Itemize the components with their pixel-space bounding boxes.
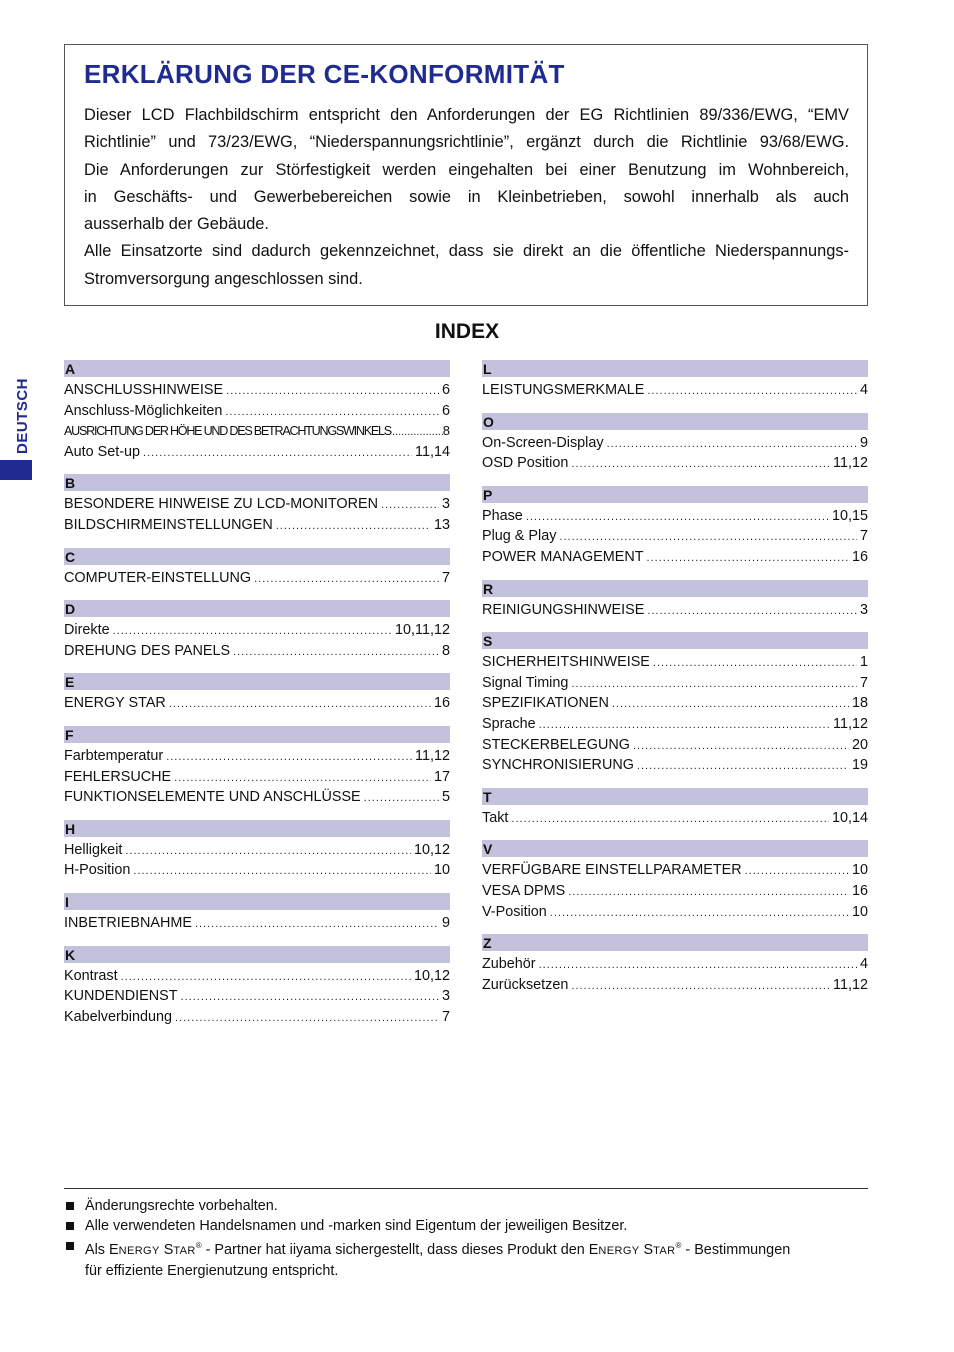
index-entry-term: Direkte [64,622,110,639]
index-entry-term: STECKERBELEGUNG [482,736,630,753]
index-letter-heading: I [64,893,450,910]
index-section-r [482,580,868,621]
index-entry [64,986,450,1007]
index-entry-page: 10,15 [831,507,868,524]
index-entry [482,600,868,621]
dot-leader [745,861,849,881]
dot-leader [653,653,857,673]
index-letter-heading: H [64,820,450,837]
index-section-c [64,548,450,589]
dot-leader [607,434,857,454]
index-entry-page: 7 [859,674,868,691]
index-entry-term: FUNKTIONSELEMENTE UND ANSCHLÜSSE [64,789,361,806]
index-entry [482,954,868,975]
index-entry-page: 6 [441,382,450,398]
index-section-o [482,413,868,474]
index-entry-page: 7 [859,528,868,545]
index-section-l [482,360,868,401]
dot-leader [133,861,431,881]
index-entry-page: 5 [441,789,450,806]
index-entry-page: 6 [441,402,450,419]
index-entry [64,421,450,442]
dot-leader [166,747,412,767]
index-entry [482,547,868,568]
index-entry [482,860,868,881]
dot-leader [571,454,830,474]
index-entry [482,652,868,673]
index-section-k [64,946,450,1028]
index-entry-page: 16 [851,548,868,565]
energy-star-brand: ENERGY STAR® [588,1241,682,1258]
dot-leader [181,987,439,1007]
index-entry [482,902,868,923]
index-entry-page: 3 [859,601,868,618]
index-entry-term: VERFÜGBARE EINSTELLPARAMETER [482,862,742,879]
footer-note-text: Änderungsrechte vorbehalten. [85,1198,278,1214]
index-entry-page: 7 [441,1008,450,1025]
index-entry-term: Plug & Play [482,528,557,545]
index-entry-page: 18 [851,695,868,712]
ce-text-line: Alle Einsatzorte sind dadurch gekennzeichnet, dass sie direkt an die öffentliche Niederspannungs- [84,242,849,261]
index-section-b [64,474,450,535]
dot-leader [647,601,857,621]
dot-leader [254,569,439,589]
index-entry-term: POWER MANAGEMENT [482,548,644,565]
dot-leader [125,841,411,861]
index-entry-term: Signal Timing [482,674,569,691]
index-section-i [64,893,450,934]
index-entry-page: 10,12 [413,841,450,858]
index-entry-term: Kontrast [64,967,118,984]
index-section-h [64,820,450,881]
index-entry-term: On-Screen-Display [482,434,604,451]
dot-leader [276,516,431,536]
index-entry [64,693,450,714]
index-entry [64,380,450,401]
index-entry-term: Auto Set-up [64,443,141,460]
index-entry-term: Sprache [482,715,536,732]
index-entry [64,787,450,808]
index-entry [482,735,868,756]
index-entry-term: Zurücksetzen [482,976,569,993]
index-entry [482,881,868,902]
index-entry-term: REINIGUNGSHINWEISE [482,601,645,618]
index-letter-heading: S [482,632,868,649]
index-entry-term: SYNCHRONISIERUNG [482,757,634,774]
dot-leader [568,882,849,902]
index-letter-heading: O [482,413,868,430]
dot-leader [392,422,443,442]
index-entry-term: Takt [482,809,509,826]
index-letter-heading: P [482,486,868,503]
index-entry-page: 11,12 [833,976,868,993]
index-entry-term: Helligkeit [64,841,123,858]
index-entry [64,840,450,861]
index-entry [64,860,450,881]
index-entry [64,494,450,515]
ce-text-line: in Geschäfts- und Gewerbebereichen sowie in Kleinbetrieben, sowohl innerhalb als auch [84,187,849,206]
index-entry-page: 20 [851,736,868,753]
dot-leader [539,955,857,975]
ce-conformity-box [64,44,868,306]
index-entry [64,913,450,934]
dot-leader [559,527,857,547]
index-entry-page: 17 [433,768,450,785]
index-letter-heading: L [482,360,868,377]
index-entry [482,526,868,547]
index-entry-term: DREHUNG DES PANELS [64,642,231,659]
index-entry-page: 16 [433,695,450,712]
index-entry-page: 11,12 [833,715,868,732]
bullet-icon [66,1242,74,1250]
index-entry [482,693,868,714]
index-entry [482,433,868,454]
ce-text [84,103,849,294]
footer-divider [64,1188,868,1189]
footer-note-text: Als ENERGY STAR® - Partner hat iiyama sichergestellt, dass dieses Produkt den ENERGY STAR® - Bestimmungen für effiziente Energienutzung entspricht. [85,1241,791,1279]
dot-leader [174,768,431,788]
energy-star-brand: ENERGY STAR® [109,1241,202,1258]
index-entry-page: 19 [851,757,868,774]
index-section-e [64,673,450,714]
index-entry [482,506,868,527]
dot-leader [195,914,439,934]
dot-leader [571,976,830,996]
index-entry-page: 11,12 [415,747,450,764]
index-entry-page: 4 [859,956,868,973]
index-entry-term: COMPUTER-EINSTELLUNG [64,569,252,586]
index-entry-term: Kabelverbindung [64,1008,173,1025]
index-entry-term: V-Position [482,903,547,920]
index-entry [482,453,868,474]
index-letter-heading: K [64,946,450,963]
ce-text-line: Richtlinie” und 73/23/EWG, “Niederspannungsrichtlinie”, ergänzt durch die Richtlinie 93/68/EWG. [84,133,849,152]
index-entry-term: Farbtemperatur [64,747,164,764]
index-entry-term: H-Position [64,862,131,879]
index-entry-page: 10,12 [413,967,450,984]
index-entry-page: 11,12 [833,455,868,472]
index-entry [64,442,450,463]
index-letter-heading: B [64,474,450,491]
footer-notes [64,1196,868,1281]
bullet-icon [66,1202,74,1210]
index-letter-heading: E [64,673,450,690]
index-entry-term: LEISTUNGSMERKMALE [482,382,645,398]
footer-note-energy-star [64,1236,868,1281]
index-entry-term: INBETRIEBNAHME [64,914,192,931]
index-entry-page: 16 [851,882,868,899]
ce-text-line: Stromversorgung angeschlossen sind. [84,269,363,288]
index-entry-term: Phase [482,507,523,524]
index-entry [64,746,450,767]
ce-text-line: ausserhalb der Gebäude. [84,215,269,234]
dot-leader [612,694,849,714]
dot-leader [633,736,849,756]
dot-leader [539,715,830,735]
index-entry [482,975,868,996]
index-entry-term: Zubehör [482,956,536,973]
index-entry-page: 10,14 [831,809,868,826]
index-letter-heading: A [64,360,450,377]
index-letter-heading: F [64,726,450,743]
index-section-z [482,934,868,995]
dot-leader [637,756,849,776]
index-entry-page: 10 [433,862,450,879]
dot-leader [233,642,439,662]
index-entry-term: FEHLERSUCHE [64,768,172,785]
dot-leader [571,674,857,694]
index-letter-heading: C [64,548,450,565]
index-section-a [64,360,450,462]
index-entry [64,401,450,422]
index-entry-page: 1 [859,654,868,671]
index-column-left [64,360,450,1039]
index-title: INDEX [434,320,500,343]
dot-leader [364,788,439,808]
dot-leader [169,694,431,714]
index-entry [64,568,450,589]
index-entry-page: 10 [851,862,868,879]
index-entry-page: 3 [441,988,450,1005]
index-entry [482,808,868,829]
dot-leader [647,381,857,401]
index-entry-term: ANSCHLUSSHINWEISE [64,382,224,398]
index-section-t [482,788,868,829]
index-entry-page: 9 [441,914,450,931]
index-entry [64,620,450,641]
index-column-right [482,360,868,1007]
dot-leader [113,621,392,641]
dot-leader [226,381,439,401]
index-entry-term: SICHERHEITSHINWEISE [482,654,650,671]
index-section-v [482,840,868,922]
index-entry-page: 11,14 [415,443,450,460]
dot-leader [121,967,411,987]
index-entry-page: 10,11,12 [395,622,450,639]
ce-title: ERKLÄRUNG DER CE-KONFORMITÄT [84,59,565,89]
index-entry-page: 13 [433,516,450,533]
index-entry-term: VESA DPMS [482,882,566,899]
dot-leader [175,1008,439,1028]
index-entry-page: 4 [859,382,868,398]
index-entry-page: 8 [442,423,450,439]
dot-leader [381,495,439,515]
index-section-f [64,726,450,808]
footer-note [64,1196,868,1216]
dot-leader [526,507,829,527]
footer-note-text: Alle verwendeten Handelsnamen und -marken sind Eigentum der jeweiligen Besitzer. [85,1218,628,1234]
index-entry [64,1007,450,1028]
index-entry-page: 7 [441,569,450,586]
index-entry [482,380,868,401]
index-entry-term: SPEZIFIKATIONEN [482,695,609,712]
index-entry [482,673,868,694]
index-section-p [482,486,868,568]
footer-note [64,1216,868,1236]
index-letter-heading: R [482,580,868,597]
index-entry-term: ENERGY STAR [64,695,166,712]
dot-leader [550,903,849,923]
index-entry-page: 8 [441,642,450,659]
dot-leader [225,402,439,422]
index-entry [64,767,450,788]
index-entry-page: 9 [859,434,868,451]
index-entry [482,755,868,776]
index-entry-term: Anschluss-Möglichkeiten [64,402,223,419]
index-entry-term: AUSRICHTUNG DER HÖHE UND DES BETRACHTUNGSWINKELS [64,424,391,439]
index-entry-term: OSD Position [482,455,569,472]
index-letter-heading: D [64,600,450,617]
language-tab-marker [0,460,32,480]
dot-leader [143,443,412,463]
index-letter-heading: V [482,840,868,857]
index-section-s [482,632,868,776]
ce-text-line: Die Anforderungen zur Störfestigkeit werden eingehalten bei einer Benutzung im Wohnbereich, [84,160,849,179]
index-entry-term: BILDSCHIRMEINSTELLUNGEN [64,516,273,533]
bullet-icon [66,1222,74,1230]
index-letter-heading: Z [482,934,868,951]
index-entry-term: BESONDERE HINWEISE ZU LCD-MONITOREN [64,496,378,513]
index-entry-term: KUNDENDIENST [64,988,178,1005]
index-entry-page: 10 [851,903,868,920]
index-entry [482,714,868,735]
language-tab-label: DEUTSCH [14,377,31,454]
index-letter-heading: T [482,788,868,805]
index-section-d [64,600,450,661]
index-entry [64,515,450,536]
dot-leader [647,548,849,568]
index-entry-page: 3 [441,496,450,513]
ce-text-line: Dieser LCD Flachbildschirm entspricht den Anforderungen der EG Richtlinien 89/336/EWG, “EMV [84,106,849,124]
index-entry [64,641,450,662]
index-entry [64,966,450,987]
dot-leader [511,809,829,829]
